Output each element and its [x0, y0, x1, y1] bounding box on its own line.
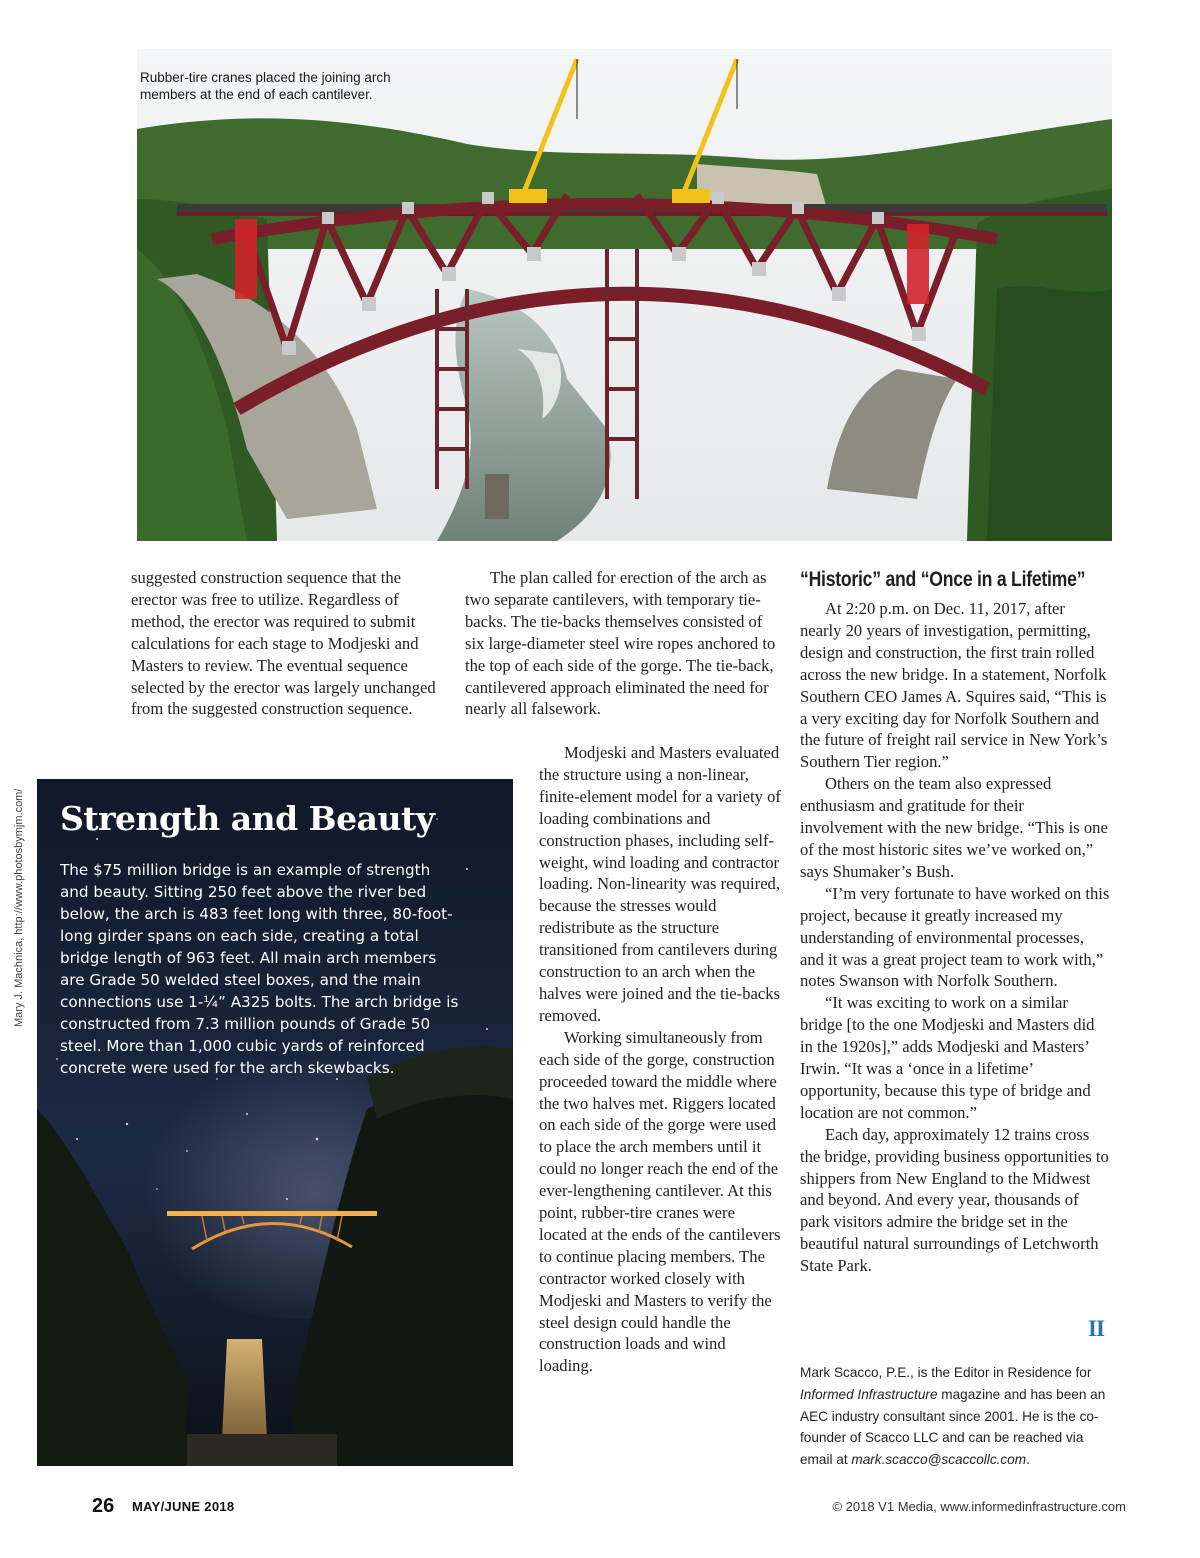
- sidebar-box: [37, 779, 513, 1466]
- body-column-3: [800, 567, 1110, 1277]
- page-number: 26: [92, 1495, 115, 1517]
- sidebar-body: The $75 million bridge is an example of strength and beauty. Sitting 250 feet above the river bed below, the arch is 483 feet long with three, 80-foot-long girder spans on each side, creating a total bridge length of 963 feet. All main arch members are Grade 50 welded steel boxes, and the main connections use 1-¼” A325 bolts. The arch bridge is constructed from 7.3 million pounds of Grade 50 steel. More than 1,000 cubic yards of reinforced concrete were used for the arch skewbacks.: [60, 861, 459, 1077]
- column2-paragraph: Working simultaneously from each side of the gorge, construction proceeded toward the middle where the two halves met. Riggers located on each side of the gorge were used to place the arch members until it could no longer reach the end of the ever-lengthening cantilever. At this point, rubber-tire cranes were located at the ends of the cantilevers to continue placing members. The contractor worked closely with Modjeski and Masters to verify the steel design could handle the construction loads and wind loading.: [539, 1027, 781, 1376]
- author-bio-text: Mark Scacco, P.E., is the Editor in Residence for: [800, 1365, 1092, 1380]
- column3-paragraph: Each day, approximately 12 trains cross the bridge, providing business opportunities to shippers from New England to the Midwest and beyond. And every year, thousands of park visitors admire the bridge set in the beautiful natural surroundings of Letchworth State Park.: [800, 1124, 1109, 1276]
- author-email-link[interactable]: mark.scacco@scaccollc.com: [851, 1452, 1027, 1468]
- column1-paragraph: suggested construction sequence that the erector was free to utilize. Regardless of method, the erector was required to submit calculations for each stage to Modjeski and Masters to review. The eventual sequence selected by the erector was largely unchanged from the suggested construction sequence.: [131, 568, 436, 719]
- bridge-construction-photo: [137, 49, 1112, 541]
- body-column-2-top: [465, 567, 782, 720]
- author-bio-text: magazine and has been an AEC industry consultant since 2001. He is the co-founder of Scacco LLC and can be reached via email at: [800, 1386, 1106, 1468]
- photo-credit: [10, 779, 32, 1027]
- column3-paragraph: “It was exciting to work on a similar bridge [to the one Modjeski and Masters did in the 1920s],” adds Modjeski and Masters’ Irwin. “It was a ‘once in a lifetime’ opportunity, because this type of bridge and location are not common.”: [800, 993, 1095, 1122]
- issue-date: MAY/JUNE 2018: [132, 1499, 235, 1514]
- section-heading: “Historic” and “Once in a Lifetime”: [800, 568, 1086, 591]
- copyright-line: © 2018 V1 Media, www.informedinfrastructure.com: [832, 1499, 1126, 1514]
- photo-caption: Rubber-tire cranes placed the joining arch members at the end of each cantilever.: [140, 70, 391, 102]
- publication-name: Informed Infrastructure: [800, 1386, 938, 1402]
- author-bio-text: .: [1026, 1452, 1030, 1468]
- column2-paragraph: The plan called for erection of the arch as two separate cantilevers, with temporary tie-backs. The tie-backs themselves consisted of six large-diameter steel wire ropes anchored to the top of each side of the gorge. The tie-back, cantilevered approach eliminated the need for nearly all falsework.: [465, 568, 776, 719]
- article-end-mark: II: [1088, 1316, 1104, 1341]
- body-column-2-bottom: [539, 742, 782, 1377]
- column2-paragraph: Modjeski and Masters evaluated the structure using a non-linear, finite-element model for a variety of loading combinations and construction phases, including self-weight, wind loading and contractor loading. Non-linearity was required, because the stresses would redistribute as the structure transitioned from cantilevers during construction to an arch when the halves were joined and the tie-backs removed.: [539, 743, 781, 1025]
- photo-credit-text: Mary J. Machnica, http://www.photosbymjm.com/: [13, 788, 25, 1027]
- bridge-photo-illustration: [137, 49, 1112, 541]
- column3-paragraph: Others on the team also expressed enthusiasm and gratitude for their involvement with the new bridge. “This is one of the most historic sites we’ve worked on,” says Shumaker’s Bush.: [800, 774, 1108, 881]
- author-bio: [800, 1362, 1110, 1471]
- column3-paragraph: At 2:20 p.m. on Dec. 11, 2017, after nearly 20 years of investigation, permitting, design and construction, the first train rolled across the new bridge. In a statement, Norfolk Southern CEO James A. Squires said, “This is a very exciting day for Norfolk Southern and the future of freight rail service in New York’s Southern Tier region.”: [800, 599, 1108, 772]
- column3-paragraph: “I’m very fortunate to have worked on this project, because it greatly increased my understanding of environmental processes, and it was a great project team to work with,” notes Swanson with Norfolk Southern.: [800, 883, 1110, 991]
- sidebar-title: Strength and Beauty: [60, 799, 435, 838]
- body-column-1: [131, 567, 446, 720]
